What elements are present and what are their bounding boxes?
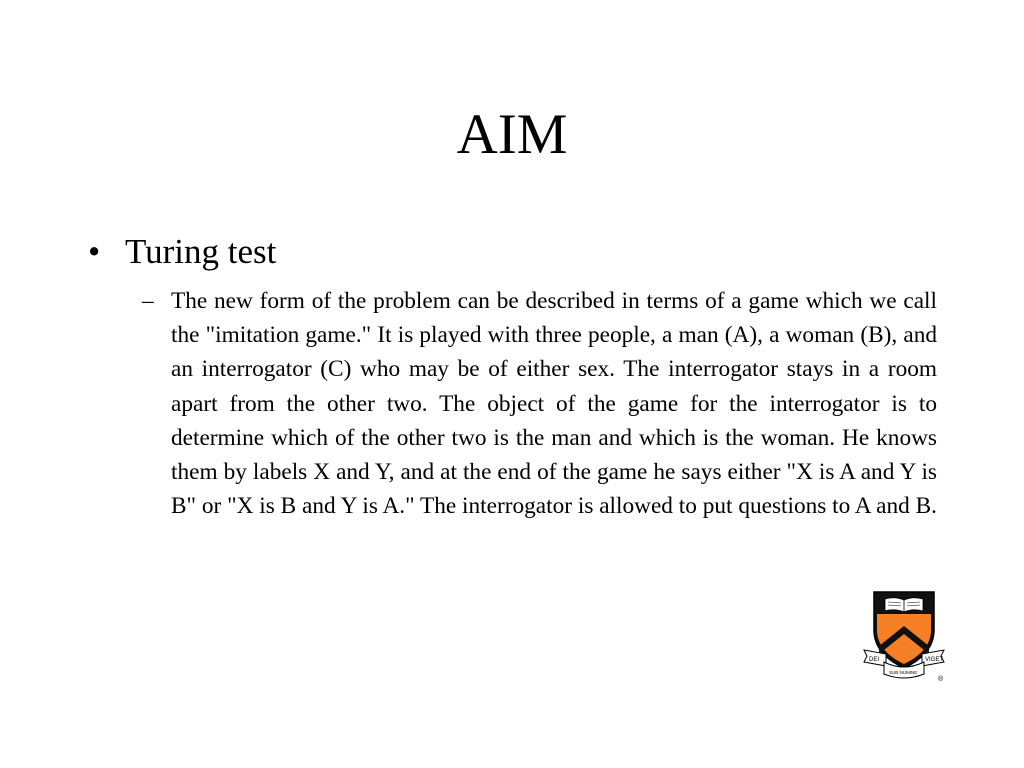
sub-bullet-text: The new form of the problem can be described in terms of a game which we call the "imitation game." It is played with three people, a man (A), a woman (B), and an interrogator (C) who may be of either sex. The interrogator stays in a room apart from the other two. The object of the game for the interrogator is to determine which of the other two is the man and which is the woman. He knows them by labels X and Y, and at the end of the game he says either "X is A and Y is B" or "X is B and Y is A." The interrogator is allowed to put questions to A and B. [171, 288, 937, 520]
motto-right: VIGET [925, 657, 944, 663]
bullet-item-turing-test [88, 230, 276, 274]
shield-icon [858, 588, 950, 684]
princeton-shield-logo [858, 588, 950, 684]
motto-center: SUB NUMINE [889, 670, 918, 675]
motto-left: DEI [869, 657, 880, 663]
bullet-text: Turing test [125, 232, 277, 271]
sub-bullet-item [142, 284, 937, 523]
sub-bullet-marker: – [142, 288, 154, 314]
bullet-marker: • [88, 232, 101, 271]
slide-title: AIM [456, 103, 568, 166]
registered-mark: ® [938, 676, 944, 683]
